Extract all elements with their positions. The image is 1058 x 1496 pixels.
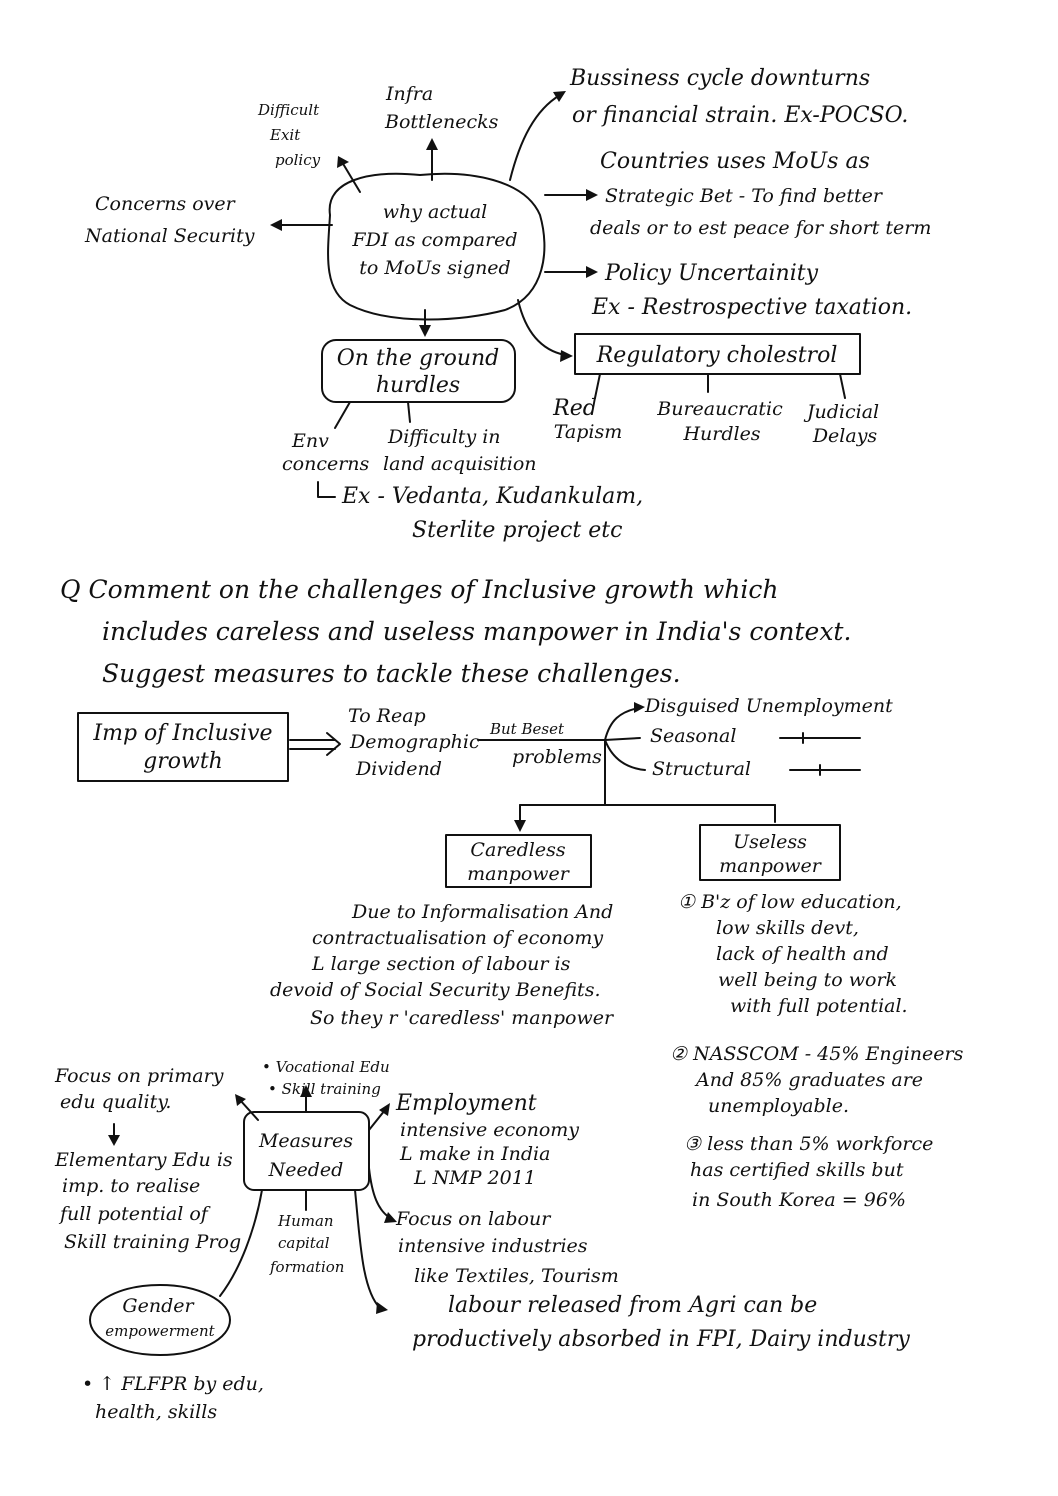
question-line-3: Suggest measures to tackle these challenges. xyxy=(102,659,681,688)
env-concerns-line-1: Env xyxy=(292,430,329,452)
land-acquisition-line-1: Difficulty in xyxy=(388,426,501,448)
regulatory-connector-3 xyxy=(840,374,845,398)
vocational-line-2: • Skill training xyxy=(268,1080,381,1098)
labour-industries-line-1: Focus on labour xyxy=(396,1208,551,1230)
careless-text-line-1: Due to Informalisation And xyxy=(352,901,614,923)
arrow-employment xyxy=(369,1110,385,1130)
arrow-difficult-exit xyxy=(342,162,360,192)
employment-line-2: intensive economy xyxy=(400,1119,580,1141)
disguised-unemployment: Disguised Unemployment xyxy=(645,695,893,717)
arrowhead-national-security xyxy=(270,219,282,231)
useless-p3-line-1: ③ less than 5% workforce xyxy=(684,1133,934,1155)
business-cycle-line-2: or financial strain. Ex-POCSO. xyxy=(572,103,909,128)
env-concerns-line-2: concerns xyxy=(282,453,370,475)
land-acquisition-line-2: land acquisition xyxy=(383,453,537,475)
fdi-center-line-1: why actual xyxy=(382,201,488,223)
difficult-exit-line-2: Exit xyxy=(270,126,301,144)
business-cycle-line-1: Bussiness cycle downturns xyxy=(570,66,871,91)
vocational-line-1: • Vocational Edu xyxy=(262,1058,390,1076)
arrowhead-careless xyxy=(514,820,526,832)
ground-connector-land xyxy=(408,402,410,422)
useless-p1-line-3: lack of health and xyxy=(716,943,889,965)
arrow-labour-industries xyxy=(369,1168,390,1218)
careless-text-line-2: contractualisation of economy xyxy=(312,927,604,949)
branch-structural xyxy=(605,740,645,770)
measures-line-1: Measures xyxy=(258,1130,354,1152)
bureaucratic-line-2: Hurdles xyxy=(683,423,761,445)
arrowhead-ground xyxy=(419,325,431,337)
labour-industries-line-2: intensive industries xyxy=(398,1235,588,1257)
labour-industries-line-3: like Textiles, Tourism xyxy=(414,1265,619,1287)
careless-title-line-1: Caredless xyxy=(470,839,566,861)
red-tapism-line-2: Tapism xyxy=(553,421,623,443)
arrowhead-disguised xyxy=(634,702,645,713)
reap-line-2: Demographic xyxy=(350,731,480,753)
flfpr-line-1: • ↑ FLFPR by edu, xyxy=(82,1373,264,1395)
measures-line-2: Needed xyxy=(268,1159,344,1181)
difficult-exit-line-3: policy xyxy=(275,151,321,169)
arrowhead-infra xyxy=(426,138,438,150)
human-capital-line-3: formation xyxy=(270,1258,345,1276)
examples-line-1: Ex - Vedanta, Kudankulam, xyxy=(342,484,644,509)
useless-p3-line-3: in South Korea = 96% xyxy=(692,1189,906,1211)
infra-line-2: Bottlenecks xyxy=(385,111,499,133)
question-line-1: Q Comment on the challenges of Inclusive growth which xyxy=(60,575,779,604)
useless-p1-line-1: ① B'z of low education, xyxy=(678,891,902,913)
inclusive-growth-line-1: Imp of Inclusive xyxy=(93,721,273,746)
arrow-regulatory xyxy=(518,300,565,355)
national-security-line-1: Concerns over xyxy=(95,193,235,215)
ground-connector-env xyxy=(335,402,350,428)
useless-p1-line-5: with full potential. xyxy=(730,995,908,1017)
careless-text-line-5: So they r 'caredless' manpower xyxy=(310,1007,614,1029)
primary-line-1: Focus on primary xyxy=(55,1065,224,1087)
careless-text-line-3: L large section of labour is xyxy=(312,953,571,975)
problems-label: problems xyxy=(512,746,602,768)
but-beset-label: But Beset xyxy=(490,720,564,738)
elementary-line-4: Skill training Prog xyxy=(64,1231,242,1253)
branch-disguised xyxy=(605,708,638,740)
fdi-center-line-3: to MoUs signed xyxy=(359,257,511,279)
regulatory-connector-1 xyxy=(595,374,600,398)
judicial-line-2: Delays xyxy=(812,425,878,447)
agri-line-2: productively absorbed in FPI, Dairy industry xyxy=(412,1327,910,1352)
gender-line-1: Gender xyxy=(122,1295,194,1317)
fdi-center-line-2: FDI as compared xyxy=(352,229,518,251)
reap-line-3: Dividend xyxy=(356,758,442,780)
double-arrowhead xyxy=(327,733,340,755)
useless-p2-line-3: unemployable. xyxy=(708,1095,849,1117)
ground-title-line-2: hurdles xyxy=(375,373,461,398)
judicial-line-1: Judicial xyxy=(806,401,880,423)
careless-text-line-4: devoid of Social Security Benefits. xyxy=(270,979,601,1001)
arrowhead-regulatory xyxy=(560,350,573,362)
strategic-bet-line-3: deals or to est peace for short term xyxy=(590,217,932,239)
arrow-primary xyxy=(240,1100,258,1120)
reap-line-1: To Reap xyxy=(348,705,426,727)
arrowhead-agri xyxy=(376,1302,388,1314)
human-capital-line-2: capital xyxy=(278,1234,330,1252)
careless-title-line-2: manpower xyxy=(467,863,569,885)
useless-p1-line-2: low skills devt, xyxy=(716,917,859,939)
question-line-2: includes careless and useless manpower in India's context. xyxy=(102,617,852,646)
elementary-line-2: imp. to realise xyxy=(62,1175,201,1197)
ground-title-line-1: On the ground xyxy=(336,346,500,371)
useless-p2-line-1: ② NASSCOM - 45% Engineers xyxy=(670,1043,964,1065)
employment-line-3: L make in India xyxy=(400,1143,551,1165)
regulatory-title: Regulatory cholestrol xyxy=(596,343,838,368)
arrow-agri xyxy=(355,1190,380,1308)
seasonal-unemployment: Seasonal xyxy=(650,725,737,747)
useless-title-line-1: Useless xyxy=(733,831,807,853)
examples-bracket xyxy=(318,482,335,497)
structural-tail-line xyxy=(790,765,860,775)
arrowhead-elementary xyxy=(108,1135,120,1146)
red-tapism-line-1: Red xyxy=(553,396,597,421)
fdi-mindmap xyxy=(84,66,931,543)
agri-line-1: labour released from Agri can be xyxy=(448,1293,818,1318)
gender-line-2: empowerment xyxy=(105,1322,215,1340)
infra-line-1: Infra xyxy=(386,83,434,105)
arrowhead-business-cycle xyxy=(553,91,566,102)
national-security-line-2: National Security xyxy=(85,225,255,247)
useless-p1-line-4: well being to work xyxy=(718,969,898,991)
employment-line-1: Employment xyxy=(396,1091,537,1116)
arrowhead-policy-uncertainty xyxy=(586,266,598,278)
arrowhead-difficult-exit xyxy=(337,156,349,168)
seasonal-tail-line xyxy=(780,733,860,743)
arrow-business-cycle xyxy=(510,95,560,180)
employment-line-4: L NMP 2011 xyxy=(414,1167,536,1189)
human-capital-line-1: Human xyxy=(278,1212,334,1230)
examples-line-2: Sterlite project etc xyxy=(412,518,623,543)
elementary-line-1: Elementary Edu is xyxy=(55,1149,233,1171)
policy-uncertainty-line-2: Ex - Restrospective taxation. xyxy=(592,295,913,320)
branch-seasonal xyxy=(605,738,640,740)
difficult-exit-line-1: Difficult xyxy=(258,101,320,119)
elementary-line-3: full potential of xyxy=(60,1203,208,1225)
policy-uncertainty-line-1: Policy Uncertainity xyxy=(605,261,819,286)
arrowhead-strategic-bet xyxy=(586,189,598,201)
flfpr-line-2: health, skills xyxy=(95,1401,218,1423)
inclusive-growth-line-2: growth xyxy=(143,749,223,774)
useless-title-line-2: manpower xyxy=(719,855,821,877)
useless-p2-line-2: And 85% graduates are xyxy=(696,1069,924,1091)
structural-unemployment: Structural xyxy=(652,758,751,780)
useless-p3-line-2: has certified skills but xyxy=(690,1159,904,1181)
primary-line-2: edu quality. xyxy=(60,1091,172,1113)
bureaucratic-line-1: Bureaucratic xyxy=(657,398,783,420)
strategic-bet-line-1: Countries uses MoUs as xyxy=(600,149,870,174)
strategic-bet-line-2: Strategic Bet - To find better xyxy=(605,185,882,207)
question-block xyxy=(60,575,851,688)
